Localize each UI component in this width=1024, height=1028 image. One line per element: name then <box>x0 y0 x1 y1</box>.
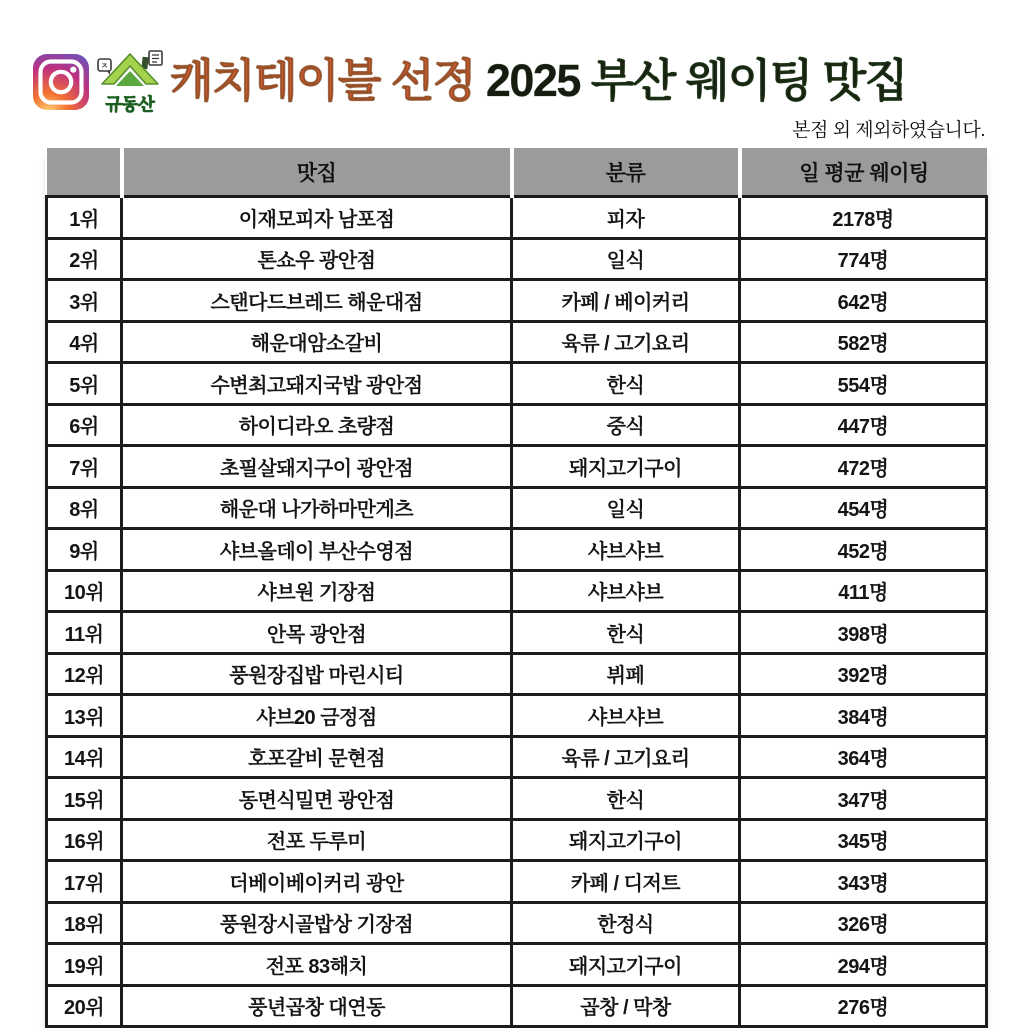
category-cell: 돼지고기구이 <box>512 446 740 488</box>
waiting-cell: 582명 <box>740 321 987 363</box>
waiting-cell: 554명 <box>740 363 987 405</box>
restaurant-cell: 샤브올데이 부산수영점 <box>122 529 512 571</box>
table-row <box>47 529 987 571</box>
rank-cell: 12위 <box>47 653 122 695</box>
table-row <box>47 985 987 1027</box>
category-cell: 뷔페 <box>512 653 740 695</box>
table-row <box>47 321 987 363</box>
table-row <box>47 736 987 778</box>
table-row <box>47 487 987 529</box>
rank-cell: 15위 <box>47 778 122 820</box>
waiting-cell: 452명 <box>740 529 987 571</box>
restaurant-cell: 전포 83해치 <box>122 944 512 986</box>
rank-cell: 16위 <box>47 819 122 861</box>
restaurant-cell: 호포갈비 문현점 <box>122 736 512 778</box>
category-cell: 한정식 <box>512 902 740 944</box>
header <box>32 44 907 120</box>
category-cell: 돼지고기구이 <box>512 819 740 861</box>
category-cell: 곱창 / 막창 <box>512 985 740 1027</box>
rank-cell: 10위 <box>47 570 122 612</box>
waiting-cell: 398명 <box>740 612 987 654</box>
restaurant-cell: 풍원장시골밥상 기장점 <box>122 902 512 944</box>
restaurant-cell: 톤쇼우 광안점 <box>122 238 512 280</box>
rank-cell: 11위 <box>47 612 122 654</box>
waiting-cell: 774명 <box>740 238 987 280</box>
rank-cell: 7위 <box>47 446 122 488</box>
waiting-column-header: 일 평균 웨이팅 <box>740 148 987 197</box>
category-cell: 샤브샤브 <box>512 570 740 612</box>
waiting-cell: 384명 <box>740 695 987 737</box>
waiting-cell: 345명 <box>740 819 987 861</box>
rank-cell: 6위 <box>47 404 122 446</box>
waiting-cell: 447명 <box>740 404 987 446</box>
gyudongsan-logo-text: 규동산 <box>105 95 155 114</box>
rank-cell: 3위 <box>47 280 122 322</box>
waiting-cell: 276명 <box>740 985 987 1027</box>
restaurant-cell: 동면식밀면 광안점 <box>122 778 512 820</box>
restaurant-cell: 스탠다드브레드 해운대점 <box>122 280 512 322</box>
rank-cell: 13위 <box>47 695 122 737</box>
category-cell: 한식 <box>512 612 740 654</box>
restaurant-cell: 풍원장집밥 마린시티 <box>122 653 512 695</box>
table-row <box>47 861 987 903</box>
waiting-cell: 642명 <box>740 280 987 322</box>
category-cell: 카페 / 베이커리 <box>512 280 740 322</box>
table-row <box>47 570 987 612</box>
restaurant-cell: 샤브원 기장점 <box>122 570 512 612</box>
category-cell: 한식 <box>512 363 740 405</box>
table-row <box>47 446 987 488</box>
waiting-cell: 326명 <box>740 902 987 944</box>
waiting-cell: 364명 <box>740 736 987 778</box>
category-cell: 돼지고기구이 <box>512 944 740 986</box>
restaurant-cell: 해운대암소갈비 <box>122 321 512 363</box>
table-row <box>47 778 987 820</box>
category-column-header: 분류 <box>512 148 740 197</box>
waiting-cell: 2178명 <box>740 197 987 239</box>
restaurant-cell: 초필살돼지구이 광안점 <box>122 446 512 488</box>
restaurant-column-header: 맛집 <box>122 148 512 197</box>
rank-cell: 18위 <box>47 902 122 944</box>
rank-cell: 4위 <box>47 321 122 363</box>
restaurant-cell: 수변최고돼지국밥 광안점 <box>122 363 512 405</box>
waiting-cell: 454명 <box>740 487 987 529</box>
table-row <box>47 404 987 446</box>
restaurant-cell: 이재모피자 남포점 <box>122 197 512 239</box>
waiting-cell: 411명 <box>740 570 987 612</box>
exclusion-note: 본점 외 제외하였습니다. <box>792 120 985 141</box>
table-row <box>47 653 987 695</box>
table-body <box>47 197 987 1027</box>
rank-cell: 17위 <box>47 861 122 903</box>
rank-column-header <box>47 148 122 197</box>
page-title <box>170 54 907 107</box>
rank-cell: 1위 <box>47 197 122 239</box>
table-header <box>47 148 987 197</box>
instagram-icon <box>32 53 90 111</box>
waiting-cell: 392명 <box>740 653 987 695</box>
waiting-cell: 347명 <box>740 778 987 820</box>
category-cell: 일식 <box>512 487 740 529</box>
waiting-cell: 472명 <box>740 446 987 488</box>
waiting-cell: 294명 <box>740 944 987 986</box>
waiting-cell: 343명 <box>740 861 987 903</box>
table-row <box>47 197 987 239</box>
table-row <box>47 902 987 944</box>
rank-cell: 2위 <box>47 238 122 280</box>
table-row <box>47 819 987 861</box>
table-row <box>47 612 987 654</box>
page-title-highlight: 캐치테이블 선정 <box>170 54 475 106</box>
rank-cell: 5위 <box>47 363 122 405</box>
rank-cell: 14위 <box>47 736 122 778</box>
restaurant-cell: 전포 두루미 <box>122 819 512 861</box>
category-cell: 육류 / 고기요리 <box>512 321 740 363</box>
restaurant-cell: 풍년곱창 대연동 <box>122 985 512 1027</box>
restaurant-cell: 해운대 나가하마만게츠 <box>122 487 512 529</box>
category-cell: 중식 <box>512 404 740 446</box>
table-row <box>47 363 987 405</box>
svg-text:ㅈ: ㅈ <box>100 61 109 71</box>
rank-cell: 20위 <box>47 985 122 1027</box>
category-cell: 일식 <box>512 238 740 280</box>
ranking-table <box>45 148 988 1028</box>
restaurant-cell: 안목 광안점 <box>122 612 512 654</box>
rank-cell: 19위 <box>47 944 122 986</box>
table-row <box>47 944 987 986</box>
table-row <box>47 695 987 737</box>
category-cell: 카페 / 디저트 <box>512 861 740 903</box>
restaurant-cell: 하이디라오 초량점 <box>122 404 512 446</box>
gyudongsan-house-logo <box>97 44 163 120</box>
table-row <box>47 280 987 322</box>
table-header-row <box>47 148 987 197</box>
category-cell: 피자 <box>512 197 740 239</box>
page-title-rest: 2025 부산 웨이팅 맛집 <box>485 54 907 106</box>
category-cell: 샤브샤브 <box>512 695 740 737</box>
restaurant-cell: 더베이베이커리 광안 <box>122 861 512 903</box>
category-cell: 한식 <box>512 778 740 820</box>
table-row <box>47 238 987 280</box>
rank-cell: 8위 <box>47 487 122 529</box>
category-cell: 육류 / 고기요리 <box>512 736 740 778</box>
rank-cell: 9위 <box>47 529 122 571</box>
category-cell: 샤브샤브 <box>512 529 740 571</box>
restaurant-cell: 샤브20 금정점 <box>122 695 512 737</box>
